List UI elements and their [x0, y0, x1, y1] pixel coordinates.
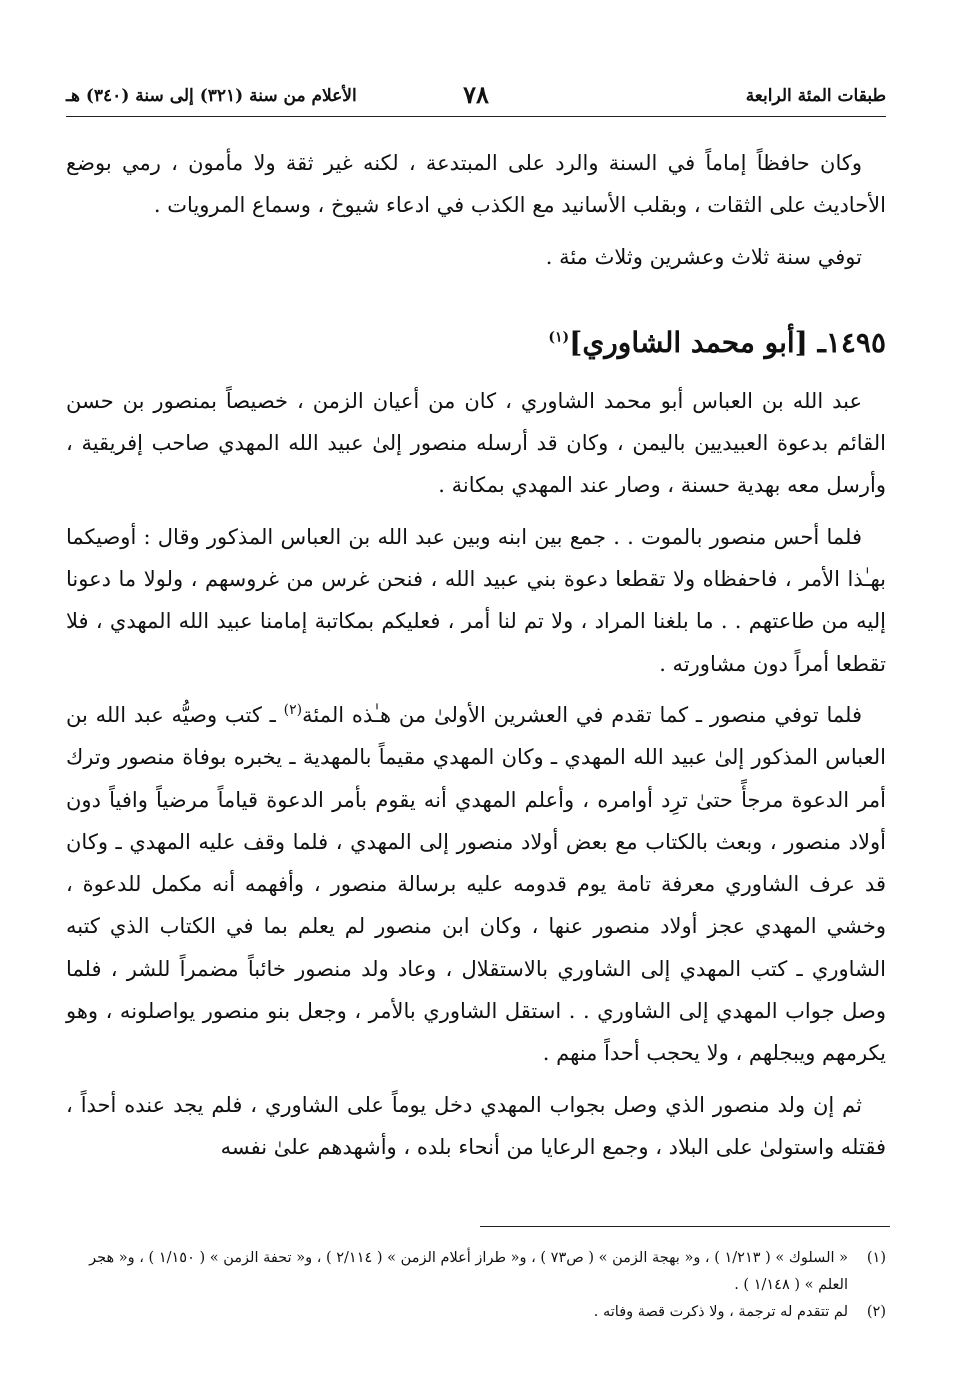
- footnote-number: (٢): [866, 1304, 886, 1320]
- paragraph: ثم إن ولد منصور الذي وصل بجواب المهدي دخل يوماً على الشاوري ، فلم يجد عنده أحداً ، فقتله واستولىٰ على البلاد ، وجمع الرعايا من أنحاء بلده ، وأشهدهم علىٰ نفسه: [66, 1092, 886, 1159]
- paragraph: [66, 694, 886, 1075]
- footnote-marker: (٢): [283, 701, 303, 718]
- footnotes: [66, 1245, 886, 1326]
- footnote-divider: [480, 1226, 890, 1227]
- paragraph: عبد الله بن العباس أبو محمد الشاوري ، كان من أعيان الزمن ، خصيصاً بمنصور بن حسن القائم بدعوة العبيديين باليمن ، وكان قد أرسله منصور إلىٰ عبيد الله المهدي صاحب إفريقية ، وأرسل معه بهدية حسنة ، وصار عند المهدي بمكانة .: [66, 388, 886, 498]
- header-date-range: الأعلام من سنة (٣٢١) إلى سنة (٣٤٠) هـ: [66, 86, 357, 106]
- paragraph: وكان حافظاً إماماً في السنة والرد على المبتدعة ، لكنه غير ثقة ولا مأمون ، رمي بوضع الأحاديث على الثقات ، وبقلب الأسانيد مع الكذب في ادعاء شيوخ ، وسماع المرويات .: [66, 151, 886, 218]
- header-book-section: طبقات المئة الرابعة: [745, 86, 886, 106]
- running-header: [66, 80, 886, 117]
- footnote-number: (١): [866, 1250, 886, 1266]
- paragraph-text: فلما توفي منصور ـ كما تقدم في العشرين الأولىٰ من هـٰذه المئة: [302, 702, 862, 727]
- paragraph: فلما أحس منصور بالموت . . جمع بين ابنه وبين عبد الله بن العباس المذكور وقال : أوصيكما بهـٰذا الأمر ، فاحفظاه ولا تقطعا دعوة بني عبيد الله ، فنحن غرس من غروسهم ، ولولا ما دعونا إليه من طاعتهم . . ما بلغنا المراد ، ولا تم لنا أمر ، فعليكم بمكاتبة إمامنا عبيد الله المهدي ، فلا تقطعا أمراً دون مشاورته .: [66, 524, 886, 676]
- footnote-text: لم تتقدم له ترجمة ، ولا ذكرت قصة وفاته .: [593, 1304, 848, 1320]
- page-number: ٧٨: [463, 80, 489, 109]
- footnote: [66, 1245, 886, 1299]
- footnote-text: « السلوك » ( ١/٢١٣ ) ، و« بهجة الزمن » ( ص٧٣ ) ، و« طراز أعلام الزمن » ( ٢/١١٤ ) ، و« تحفة الزمن » ( ١/١٥٠ ) ، و« هجر العلم » ( ١/١٤٨ ) .: [89, 1250, 848, 1293]
- main-text: [66, 142, 886, 1168]
- entry-title: [66, 318, 886, 368]
- entry-title-text: ١٤٩٥ـ [أبو محمد الشاوري]: [569, 325, 886, 359]
- footnote-marker: (١): [548, 329, 570, 346]
- paragraph: توفي سنة ثلاث وعشرين وثلاث مئة .: [545, 244, 862, 269]
- footnote: [66, 1299, 886, 1326]
- paragraph-text: ـ كتب وصيُّه عبد الله بن العباس المذكور إلىٰ عبيد الله المهدي ـ وكان المهدي مقيماً بالمهدية ـ يخبره بوفاة منصور وترك أمر الدعوة مرجأً حتىٰ ترِد أوامره ، وأعلم المهدي أنه يقوم بأمر الدعوة قياماً مرضياً وافياً دون أولاد منصور ، وبعث بالكتاب مع بعض أولاد منصور إلى المهدي ، فلما وقف عليه المهدي ـ وكان قد عرف الشاوري معرفة تامة يوم قدومه عليه برسالة منصور ، وأفهمه أنه مكمل للدعوة ، وخشي المهدي عجز أولاد منصور عنها ، وكان ابن منصور لم يعلم بما في الكتاب الذي كتبه الشاوري ـ كتب المهدي إلى الشاوري بالاستقلال ، وعاد ولد منصور خائباً مضمراً للشر ، فلما وصل جواب المهدي إلى الشاوري . . استقل الشاوري بالأمر ، وجعل بنو منصور يواصلونه ، وهو يكرمهم ويبجلهم ، ولا يحجب أحداً منهم .: [66, 702, 886, 1066]
